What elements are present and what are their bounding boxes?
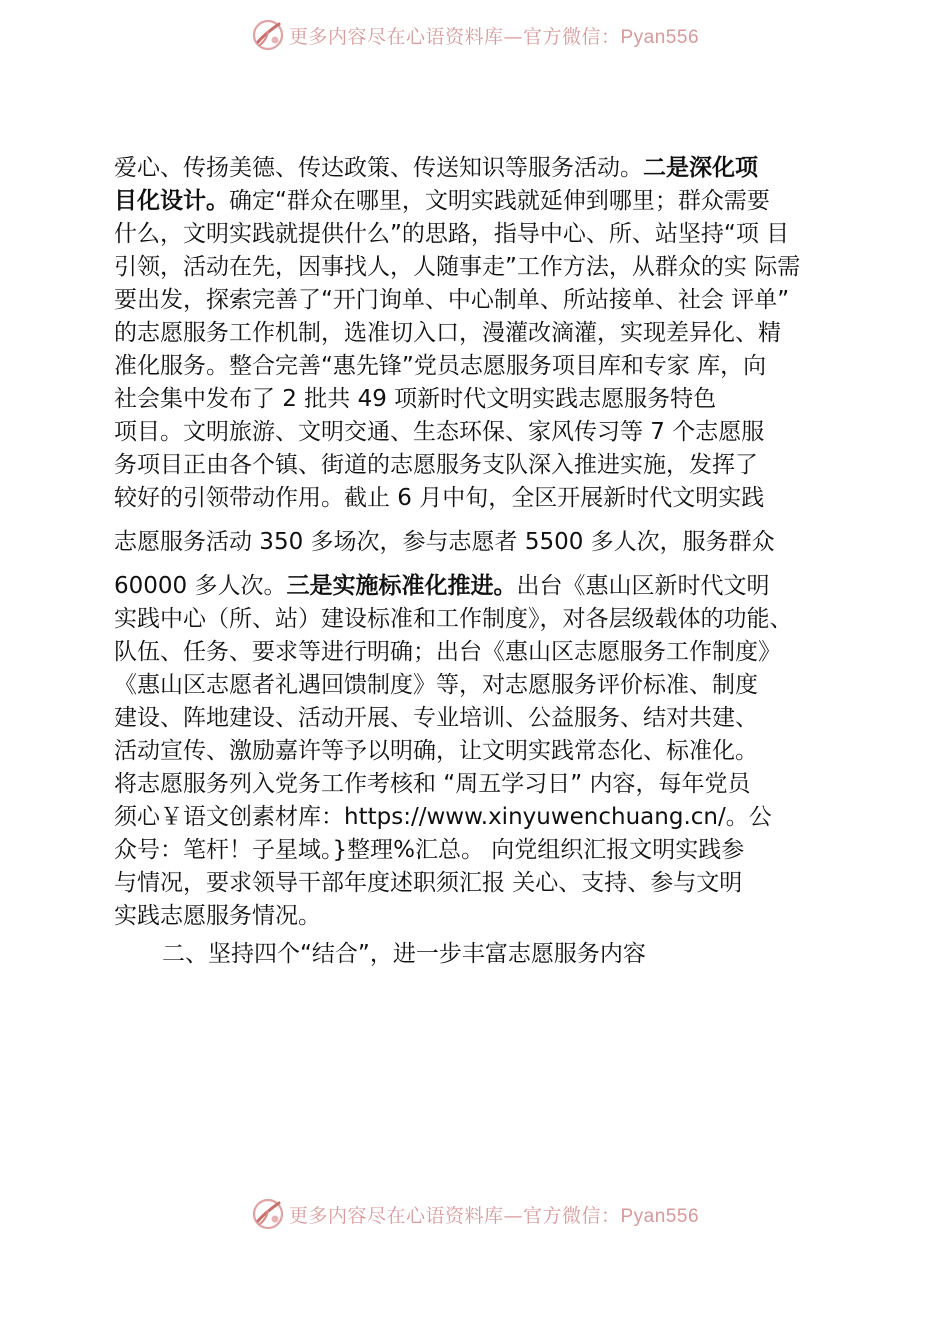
text-run: 确定“群众在哪里，文明实践就延伸到哪里；群众需要 <box>229 188 770 214</box>
document-body <box>114 152 840 971</box>
text-run: 实践中心（所、站）建设标准和工作制度》，对各层级载体的功能、 <box>114 606 793 632</box>
text-run: 爱心、传扬美德、传达政策、传送知识等服务活动。 <box>114 155 643 181</box>
text-run: 社会集中发布了 2 批共 49 项新时代文明实践志愿服务特色 <box>114 386 717 412</box>
body-line <box>114 218 840 251</box>
body-line <box>114 801 840 834</box>
body-line <box>114 702 840 735</box>
body-line <box>114 317 840 350</box>
watermark-text: 更多内容尽在心语资料库—官方微信：Pyan556 <box>288 1204 700 1227</box>
text-run: 准化服务。整合完善“惠先锋”党员志愿服务项目库和专家 库，向 <box>114 353 767 379</box>
text-run: 《惠山区志愿者礼遇回馈制度》等，对志愿服务评价标准、制度 <box>114 672 758 698</box>
bold-run: 三是实施标准化推进。 <box>286 573 517 599</box>
body-line <box>114 526 840 559</box>
body-line <box>114 449 840 482</box>
body-line <box>114 383 840 416</box>
body-line <box>114 350 840 383</box>
text-run: 务项目正由各个镇、街道的志愿服务支队深入推进实施，发挥了 <box>114 452 758 478</box>
watermark-banner-top <box>0 15 950 55</box>
text-run: 活动宣传、激励嘉许等予以明确，让文明实践常态化、标准化。 <box>114 738 758 764</box>
body-line <box>114 900 840 933</box>
body-line <box>114 768 840 801</box>
body-line <box>114 185 840 218</box>
text-run: 众号：笔杆！子星域。}整理%汇总。 向党组织汇报文明实践参 <box>114 837 745 863</box>
watermark-text: 更多内容尽在心语资料库—官方微信：Pyan556 <box>288 25 700 48</box>
text-run: 要出发，探索完善了“开门询单、中心制单、所站接单、社会 评单” <box>114 287 790 313</box>
body-line <box>114 570 840 603</box>
text-run: 须心￥语文创素材库：https://www.xinyuwenchuang.cn/。公 <box>114 804 772 830</box>
body-line <box>114 482 840 515</box>
text-run: 出台《惠山区新时代文明 <box>516 573 770 599</box>
body-line <box>114 636 840 669</box>
body-line <box>114 834 840 867</box>
body-line <box>114 416 840 449</box>
bold-run: 二是深化项 <box>643 155 758 181</box>
brush-logo-icon <box>251 1197 285 1231</box>
watermark-banner-bottom <box>0 1194 950 1234</box>
text-run: 将志愿服务列入党务工作考核和 “周五学习日” 内容，每年党员 <box>114 771 751 797</box>
body-line <box>114 251 840 284</box>
text-run: 与情况，要求领导干部年度述职须汇报 关心、支持、参与文明 <box>114 870 743 896</box>
text-run: 60000 多人次。 <box>114 573 287 599</box>
body-line <box>114 867 840 900</box>
bold-run: 目化设计。 <box>114 188 229 214</box>
text-run: 实践志愿服务情况。 <box>114 903 321 929</box>
text-run: 什么，文明实践就提供什么”的思路，指导中心、所、站坚持“项 目 <box>114 221 790 247</box>
body-line <box>114 669 840 702</box>
body-line <box>114 152 840 185</box>
text-run: 较好的引领带动作用。截止 6 月中旬，全区开展新时代文明实践 <box>114 485 765 511</box>
body-line <box>114 735 840 768</box>
section-heading: 二、坚持四个“结合”，进一步丰富志愿服务内容 <box>162 941 646 967</box>
text-run: 的志愿服务工作机制，选准切入口，漫灌改滴灌，实现差异化、精 <box>114 320 781 346</box>
text-run: 项目。文明旅游、文明交通、生态环保、家风传习等 7 个志愿服 <box>114 419 765 445</box>
text-run: 引领，活动在先，因事找人，人随事走”工作方法，从群众的实 际需 <box>114 254 801 280</box>
text-run: 建设、阵地建设、活动开展、专业培训、公益服务、结对共建、 <box>114 705 758 731</box>
brush-logo-icon <box>251 18 285 52</box>
body-line <box>114 603 840 636</box>
body-line <box>114 284 840 317</box>
text-run: 志愿服务活动 350 多场次，参与志愿者 5500 多人次，服务群众 <box>114 529 775 555</box>
text-run: 队伍、任务、要求等进行明确；出台《惠山区志愿服务工作制度》 <box>114 639 781 665</box>
